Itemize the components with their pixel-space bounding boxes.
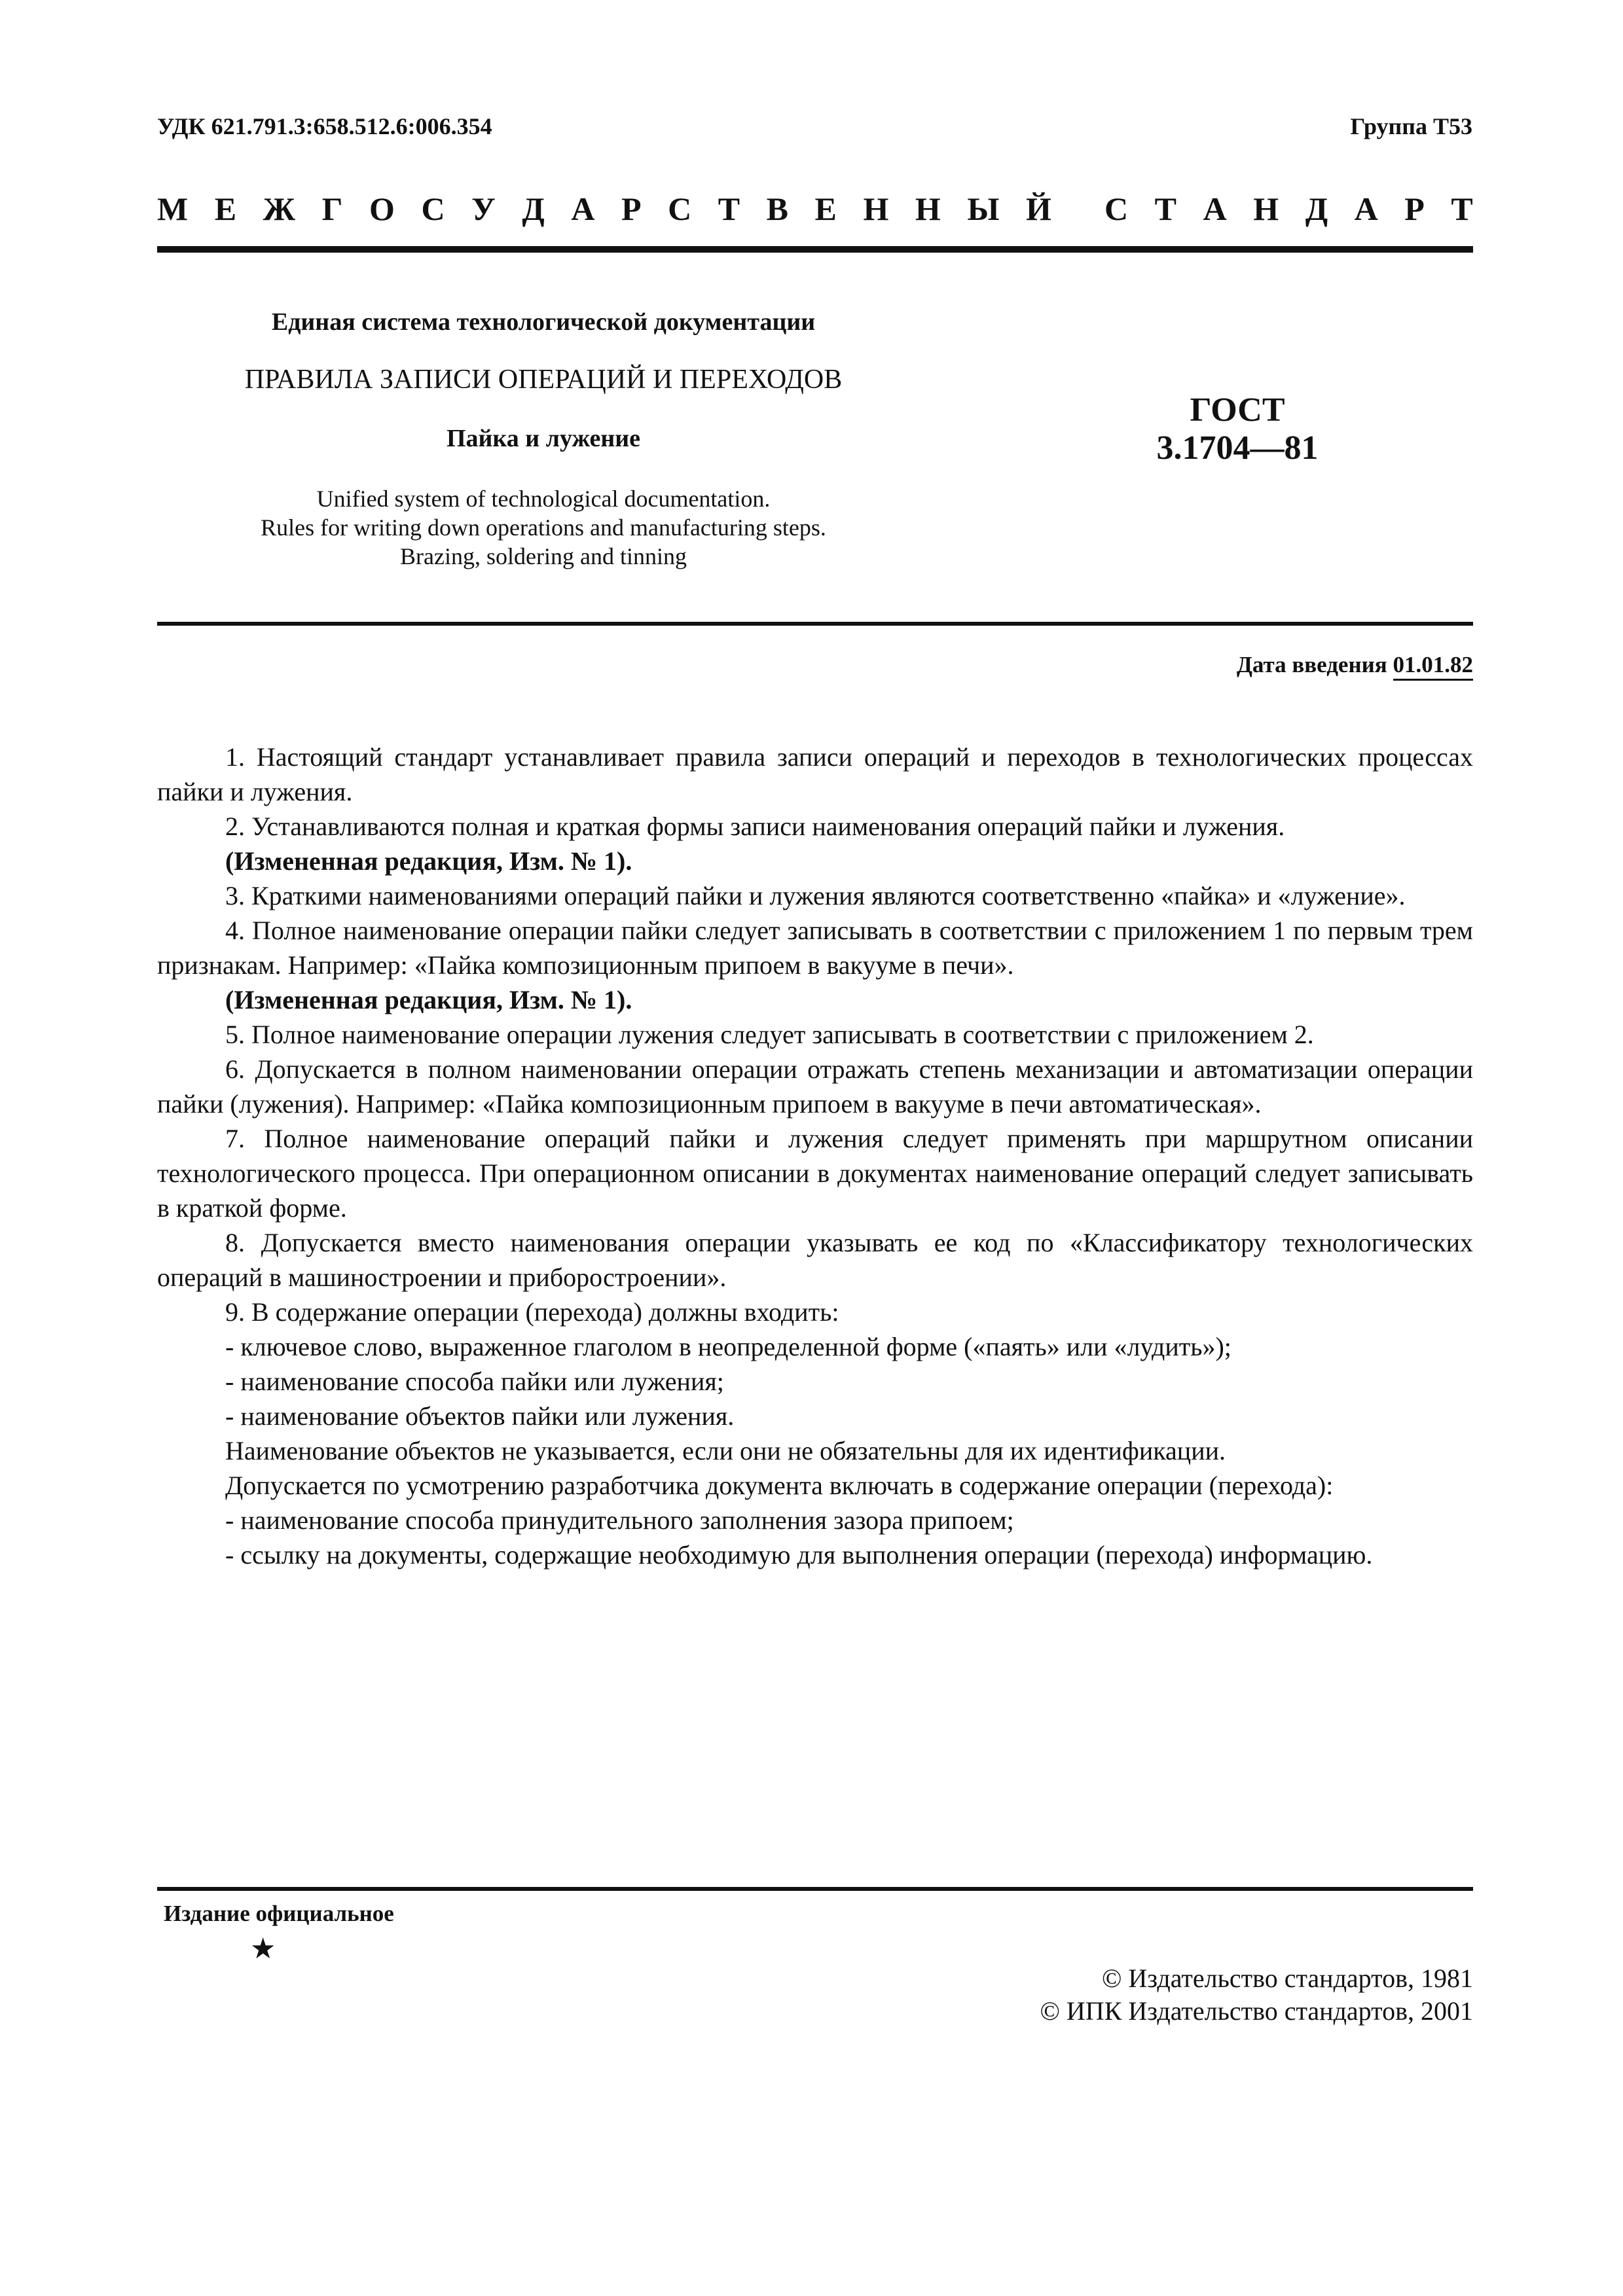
heading-letter: Е <box>814 190 837 227</box>
header-divider <box>157 246 1473 253</box>
heading-letter: С <box>668 190 692 227</box>
star-icon: ★ <box>250 1933 276 1965</box>
heading-letter: Д <box>1305 190 1328 227</box>
heading-letter: Й <box>1026 190 1051 227</box>
body-paragraph: 8. Допускается вместо наименования операции указывать ее код по «Классификатору технологических операций в машиностроении и приборостроении». <box>157 1228 1473 1292</box>
body-paragraph: 6. Допускается в полном наименовании операции отражать степень механизации и автоматизации операции пайки (лужения). Например: «Пайка композиционным припоем в вакууме в печи автоматическая». <box>157 1054 1473 1119</box>
heading-letter: Т <box>718 190 740 227</box>
introduction-date <box>1237 652 1473 678</box>
heading-letter: Г <box>321 190 343 227</box>
body-paragraph: 3. Краткими наименованиями операций пайки и лужения являются соответственно «пайка» и «лужение». <box>225 881 1406 910</box>
date-value: 01.01.82 <box>1393 652 1474 681</box>
heading-letter: Н <box>863 190 889 227</box>
heading-letter: Т <box>1451 190 1473 227</box>
copyright <box>1040 1962 1473 2028</box>
heading-letter: А <box>571 190 595 227</box>
heading-letter: Р <box>621 190 642 227</box>
body-paragraph: - ключевое слово, выраженное глаголом в неопределенной форме («паять» или «лудить»); <box>225 1332 1231 1361</box>
heading-letter: М <box>157 190 189 227</box>
heading-letter: Н <box>1253 190 1279 227</box>
system-title: Единая система технологической документации <box>271 308 816 336</box>
body-paragraph: - наименование объектов пайки или лужения. <box>225 1401 735 1431</box>
title-divider <box>157 622 1473 626</box>
heading-letter: С <box>1104 190 1129 227</box>
body-paragraph: - наименование способа пайки или лужения; <box>225 1367 724 1396</box>
english-title-line: Brazing, soldering and tinning <box>400 543 687 569</box>
heading-letter: Ы <box>967 190 1000 227</box>
english-title-line: Unified system of technological documentation. <box>316 486 771 512</box>
heading-letter: С <box>421 190 445 227</box>
body-paragraph: 7. Полное наименование операций пайки и лужения следует применять при маршрутном описании технологического процесса. При операционном описании в документах наименование операций следует записывать в краткой форме. <box>157 1124 1473 1223</box>
body-text <box>157 740 1473 1572</box>
amendment-note: (Измененная редакция, Изм. № 1). <box>225 846 632 876</box>
gost-label: ГОСТ <box>1190 391 1285 429</box>
body-paragraph: 1. Настоящий стандарт устанавливает правила записи операций и переходов в технологических процессах пайки и лужения. <box>157 742 1473 806</box>
group-code: Группа Т53 <box>1350 113 1472 139</box>
body-paragraph: 9. В содержание операции (перехода) должны входить: <box>225 1297 839 1327</box>
english-title <box>157 484 930 571</box>
heading-letter: Т <box>1154 190 1177 227</box>
english-title-line: Rules for writing down operations and manufacturing steps. <box>261 514 826 541</box>
copyright-line: © ИПК Издательство стандартов, 2001 <box>1040 1996 1473 2026</box>
heading-letter: У <box>471 190 496 227</box>
body-paragraph: 2. Устанавливаются полная и краткая формы записи наименования операций пайки и лужения. <box>225 812 1285 841</box>
heading-letter: Д <box>522 190 545 227</box>
amendment-note: (Измененная редакция, Изм. № 1). <box>225 985 632 1014</box>
interstate-standard-heading <box>157 190 1473 228</box>
udk-code: УДК 621.791.3:658.512.6:006.354 <box>157 113 492 139</box>
heading-letter: Ж <box>263 190 296 227</box>
date-label: Дата введения <box>1236 652 1387 677</box>
official-edition: Издание официальное <box>164 1901 394 1926</box>
heading-letter: Р <box>1404 190 1425 227</box>
copyright-line: © Издательство стандартов, 1981 <box>1101 1964 1473 1993</box>
document-subtitle: Пайка и лужение <box>446 425 641 452</box>
heading-letter: В <box>766 190 788 227</box>
heading-letter: Е <box>214 190 237 227</box>
body-paragraph: Допускается по усмотрению разработчика документа включать в содержание операции (перехода): <box>225 1471 1334 1500</box>
heading-letter: А <box>1354 190 1378 227</box>
gost-number <box>1074 391 1401 467</box>
body-paragraph: 5. Полное наименование операции лужения следует записывать в соответствии с приложением 2. <box>225 1020 1314 1049</box>
heading-letter: Н <box>915 190 941 227</box>
document-title: ПРАВИЛА ЗАПИСИ ОПЕРАЦИЙ И ПЕРЕХОДОВ <box>244 365 843 395</box>
body-paragraph: Наименование объектов не указывается, если они не обязательны для их идентификации. <box>225 1436 1226 1465</box>
body-paragraph: 4. Полное наименование операции пайки следует записывать в соответствии с приложением 1 по первым трем признакам. Например: «Пайка композиционным припоем в вакууме в печи». <box>157 916 1473 980</box>
body-paragraph: - ссылку на документы, содержащие необходимую для выполнения операции (перехода) информацию. <box>225 1540 1373 1570</box>
body-paragraph: - наименование способа принудительного заполнения зазора припоем; <box>225 1505 1014 1535</box>
footer-divider <box>157 1887 1473 1891</box>
heading-letter: О <box>369 190 395 227</box>
heading-letter: А <box>1203 190 1227 227</box>
gost-code: 3.1704—81 <box>1156 429 1319 467</box>
